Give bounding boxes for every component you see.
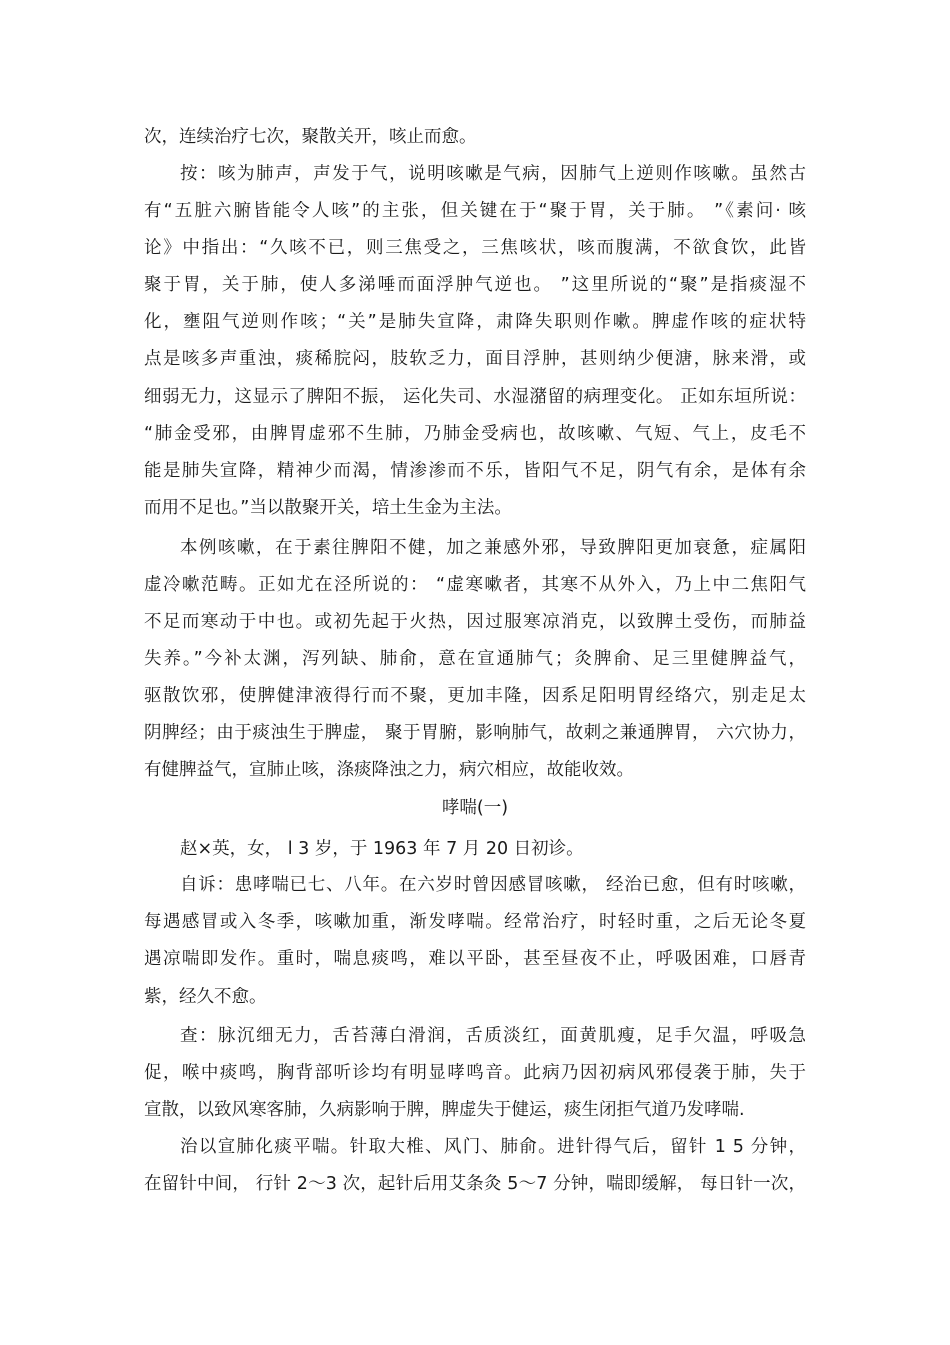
text-line: 本例咳嗽，在于素往脾阳不健，加之兼感外邪，导致脾阳更加衰惫，症属阳: [180, 538, 806, 558]
text-line: 化，壅阻气逆则作咳；“关”是肺失宣降，肃降失职则作嗽。脾虚作咳的症状特: [144, 312, 806, 332]
text-line: 能是肺失宣降，精神少而渴，情渗渗而不乐，皆阳气不足，阴气有余，是体有余: [144, 461, 806, 481]
text-line: 遇凉喘即发作。重时，喘息痰鸣，难以平卧，甚至昼夜不止，呼吸困难，口唇青: [144, 949, 806, 969]
text-line: 论》中指出：“久咳不已，则三焦受之，三焦咳状，咳而腹满，不欲食饮，此皆: [144, 238, 806, 258]
text-line: 在留针中间， 行针 2～3 次，起针后用艾条灸 5～7 分钟，喘即缓解， 每日针一次，: [144, 1174, 806, 1194]
text-line: 有“五脏六腑皆能令人咳”的主张，但关键在于“聚于胃，关于肺。 ”《素问· 咳: [144, 201, 806, 221]
text-line: 紫，经久不愈。: [144, 987, 267, 1007]
text-line: 阴脾经；由于痰浊生于脾虚， 聚于胃腑，影响肺气，故刺之兼通脾胃， 六穴协力，: [144, 723, 806, 743]
text-line: “肺金受邪，由脾胃虚邪不生肺，乃肺金受病也，故咳嗽、气短、气上，皮毛不: [144, 424, 806, 444]
section-heading: 哮喘(一): [441, 798, 509, 818]
text-line: 治以宣肺化痰平喘。针取大椎、风门、肺俞。进针得气后，留针 1 5 分钟，: [180, 1137, 806, 1157]
text-line: 宣散，以致风寒客肺，久病影响于脾，脾虚失于健运，痰生闭拒气道乃发哮喘.: [144, 1100, 745, 1120]
text-line: 失养。”今补太渊，泻列缺、肺俞，意在宣通肺气；灸脾俞、足三里健脾益气，: [144, 649, 806, 669]
text-line: 按：咳为肺声，声发于气，说明咳嗽是气病，因肺气上逆则作咳嗽。虽然古: [180, 164, 806, 184]
text-line: 每遇感冒或入冬季，咳嗽加重，渐发哮喘。经常治疗，时轻时重，之后无论冬夏: [144, 912, 806, 932]
text-line: 自诉：患哮喘已七、八年。在六岁时曾因感冒咳嗽， 经治已愈，但有时咳嗽，: [180, 875, 806, 895]
text-line: 次，连续治疗七次，聚散关开，咳止而愈。: [144, 127, 477, 147]
text-line: 细弱无力，这显示了脾阳不振， 运化失司、水湿潴留的病理变化。 正如东垣所说：: [144, 387, 806, 407]
text-line: 而用不足也。”当以散聚开关，培土生金为主法。: [144, 498, 512, 518]
text-line: 聚于胃，关于肺，使人多涕唾而面浮肿气逆也。 ”这里所说的“聚”是指痰湿不: [144, 275, 806, 295]
text-line: 虚冷嗽范畴。正如尤在泾所说的： “虚寒嗽者，其寒不从外入，乃上中二焦阳气: [144, 575, 806, 595]
text-line: 有健脾益气，宣肺止咳，涤痰降浊之力，病穴相应，故能收效。: [144, 760, 634, 780]
text-line: 赵×英，女， l 3 岁，于 1963 年 7 月 20 日初诊。: [180, 839, 584, 859]
text-line: 不足而寒动于中也。或初先起于火热，因过服寒凉消克，以致脾土受伤，而肺益: [144, 612, 806, 632]
text-line: 驱散饮邪，使脾健津液得行而不聚，更加丰隆，因系足阳明胃经络穴，别走足太: [144, 686, 806, 706]
text-line: 促，喉中痰鸣，胸背部听诊均有明显哮鸣音。此病乃因初病风邪侵袭于肺，失于: [144, 1063, 806, 1083]
text-line: 查：脉沉细无力，舌苔薄白滑润，舌质淡红，面黄肌瘦，足手欠温，呼吸急: [180, 1026, 806, 1046]
text-line: 点是咳多声重浊，痰稀脘闷，肢软乏力，面目浮肿，甚则纳少便溏，脉来滑，或: [144, 349, 806, 369]
